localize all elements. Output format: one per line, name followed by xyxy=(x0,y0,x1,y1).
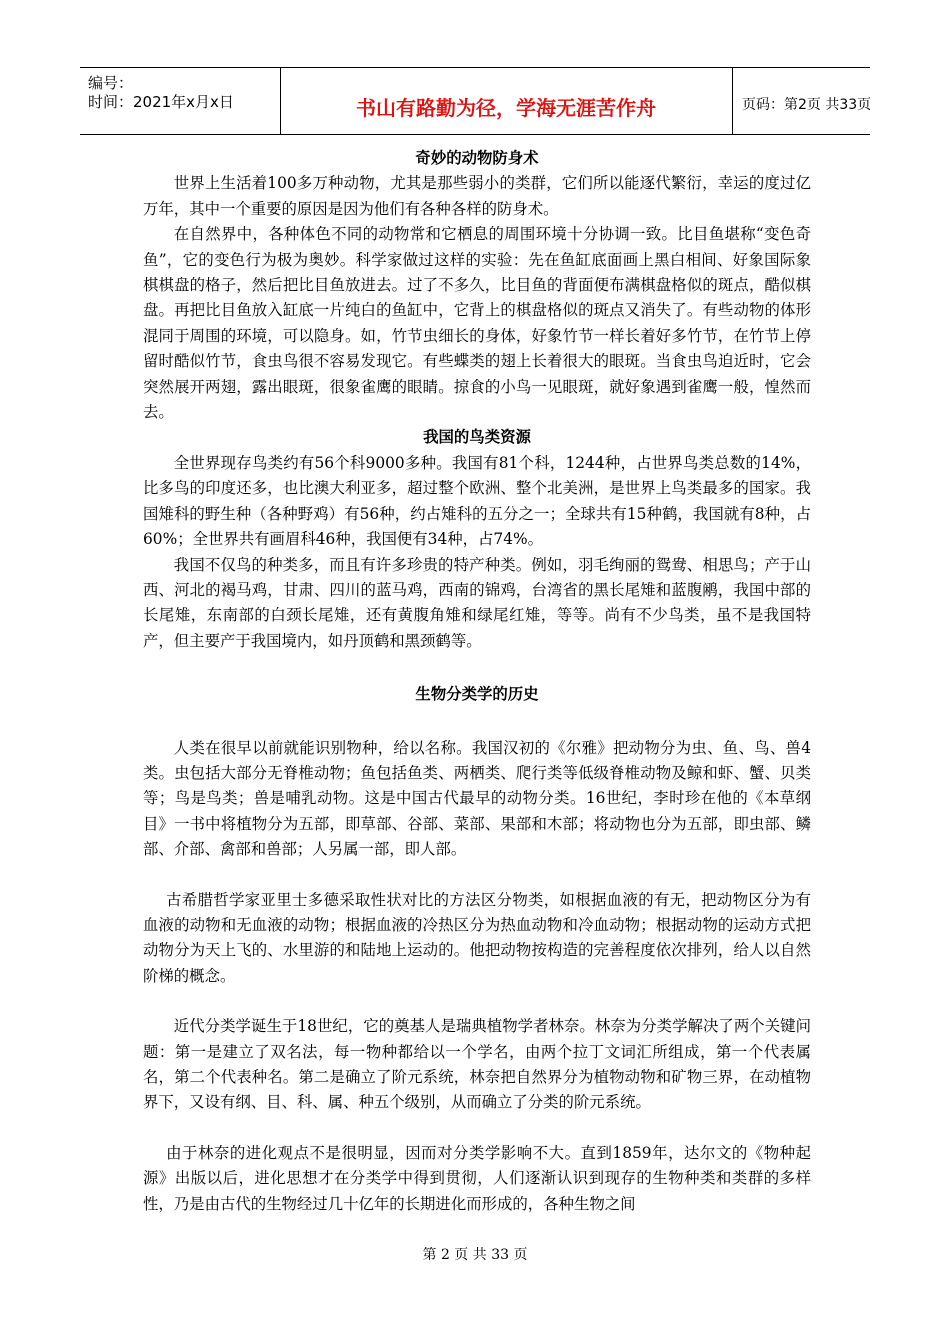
spacer xyxy=(143,654,811,682)
section-title: 生物分类学的历史 xyxy=(415,685,539,704)
time-label: 时间：2021年x月x日 xyxy=(88,93,234,111)
page-footer: 第 2 页 共 33 页 xyxy=(422,1247,528,1263)
paragraph: 我国不仅鸟的种类多，而且有许多珍贵的特产种类。例如，羽毛绚丽的鸳鸯、相思鸟；产于山西、河北的褐马鸡，甘肃、四川的蓝马鸡，西南的锦鸡，台湾省的黑长尾雉和蓝腹鹇，我国中部的长尾雉，东南部的白颈长尾雉，还有黄腹角雉和绿尾红雉，等等。尚有不少鸟类，虽不是我国特产，但主要产于我国境内，如丹顶鹤和黑颈鹤等。 xyxy=(143,555,811,650)
section-title: 我国的鸟类资源 xyxy=(423,428,531,447)
spacer xyxy=(143,863,811,888)
paragraph: 世界上生活着100多万种动物，尤其是那些弱小的类群，它们所以能逐代繁衍，幸运的度过亿万年，其中一个重要的原因是因为他们有各种各样的防身术。 xyxy=(143,174,811,218)
section-title: 奇妙的动物防身术 xyxy=(415,149,539,167)
spacer xyxy=(143,1116,811,1141)
paragraph: 全世界现存鸟类约有56个科9000多种。我国有81个科，1244种，占世界鸟类总数的14%，比多鸟的印度还多，也比澳大利亚多，超过整个欧洲、整个北美洲，是世界上鸟类最多的国家。我国雉科的野生种（各种野鸡）有56种，约占雉科的五分之一；全球共有15种鹤，我国就有8种，占60%；全世界共有画眉科46种，我国便有34种，占74%。 xyxy=(143,453,811,549)
header-motto-cell xyxy=(280,68,733,134)
header-right-cell xyxy=(732,68,870,134)
header-left-cell xyxy=(80,68,281,134)
page-info: 页码：第2页 共33页 xyxy=(742,97,872,113)
paragraph: 古希腊哲学家亚里士多德采取性状对比的方法区分物类，如根据血液的有无，把动物区分为有血液的动物和无血液的动物；根据血液的冷热区分为热血动物和冷血动物；根据动物的运动方式把动物分为天上飞的、水里游的和陆地上运动的。他把动物按构造的完善程度依次排列，给人以自然阶梯的概念。 xyxy=(143,890,811,985)
paragraph: 在自然界中，各种体色不同的动物常和它栖息的周围环境十分协调一致。比目鱼堪称“变色奇鱼”，它的变色行为极为奥妙。科学家做过这样的实验：先在鱼缸底面画上黑白相间、好象国际象棋棋盘的格子，然后把比目鱼放进去。过了不多久，比目鱼的背面便布满棋盘格似的斑点，酷似棋盘。再把比目鱼放入缸底一片纯白的鱼缸中，它背上的棋盘格似的斑点又消失了。有些动物的体形混同于周围的环境，可以隐身。如，竹节虫细长的身体，好象竹节一样长着好多竹节，在竹节上停留时酷似竹节，食虫鸟很不容易发现它。有些蝶类的翅上长着很大的眼斑。当食虫鸟迫近时，它会突然展开两翅，露出眼斑，很象雀鹰的眼睛。掠食的小鸟一见眼斑，就好象遇到雀鹰一般，惶然而去。 xyxy=(143,225,811,422)
spacer xyxy=(143,708,811,736)
page-header xyxy=(80,67,870,135)
paragraph: 近代分类学诞生于18世纪，它的奠基人是瑞典植物学者林奈。林奈为分类学解决了两个关键问题：第一是建立了双名法，每一物种都给以一个学名，由两个拉丁文词汇所组成，第一个代表属名，第二个代表种名。第二是确立了阶元系统，林奈把自然界分为植物动物和矿物三界，在动植物界下，又设有纲、目、科、属、种五个级别，从而确立了分类的阶元系统。 xyxy=(143,1017,811,1112)
paragraph: 由于林奈的进化观点不是很明显，因而对分类学影响不大。直到1859年，达尔文的《物种起源》出版以后，进化思想才在分类学中得到贯彻，人们逐渐认识到现存的生物种类和类群的多样性，乃是由古代的生物经过几十亿年的长期进化而形成的，各种生物之间 xyxy=(143,1143,811,1213)
spacer xyxy=(143,989,811,1014)
number-label: 编号： xyxy=(88,74,134,92)
paragraph: 人类在很早以前就能识别物种，给以名称。我国汉初的《尔雅》把动物分为虫、鱼、鸟、兽4类。虫包括大部分无脊椎动物；鱼包括鱼类、两栖类、爬行类等低级脊椎动物及鲸和虾、蟹、贝类等；鸟是鸟类；兽是哺乳动物。这是中国古代最早的动物分类。16世纪，李时珍在他的《本草纲目》一书中将植物分为五部，即草部、谷部、菜部、果部和木部；将动物也分为五部，即虫部、鳞部、介部、禽部和兽部；人另属一部，即人部。 xyxy=(143,738,811,859)
motto: 书山有路勤为径，学海无涯苦作舟 xyxy=(356,96,656,120)
document-body xyxy=(143,146,811,1217)
